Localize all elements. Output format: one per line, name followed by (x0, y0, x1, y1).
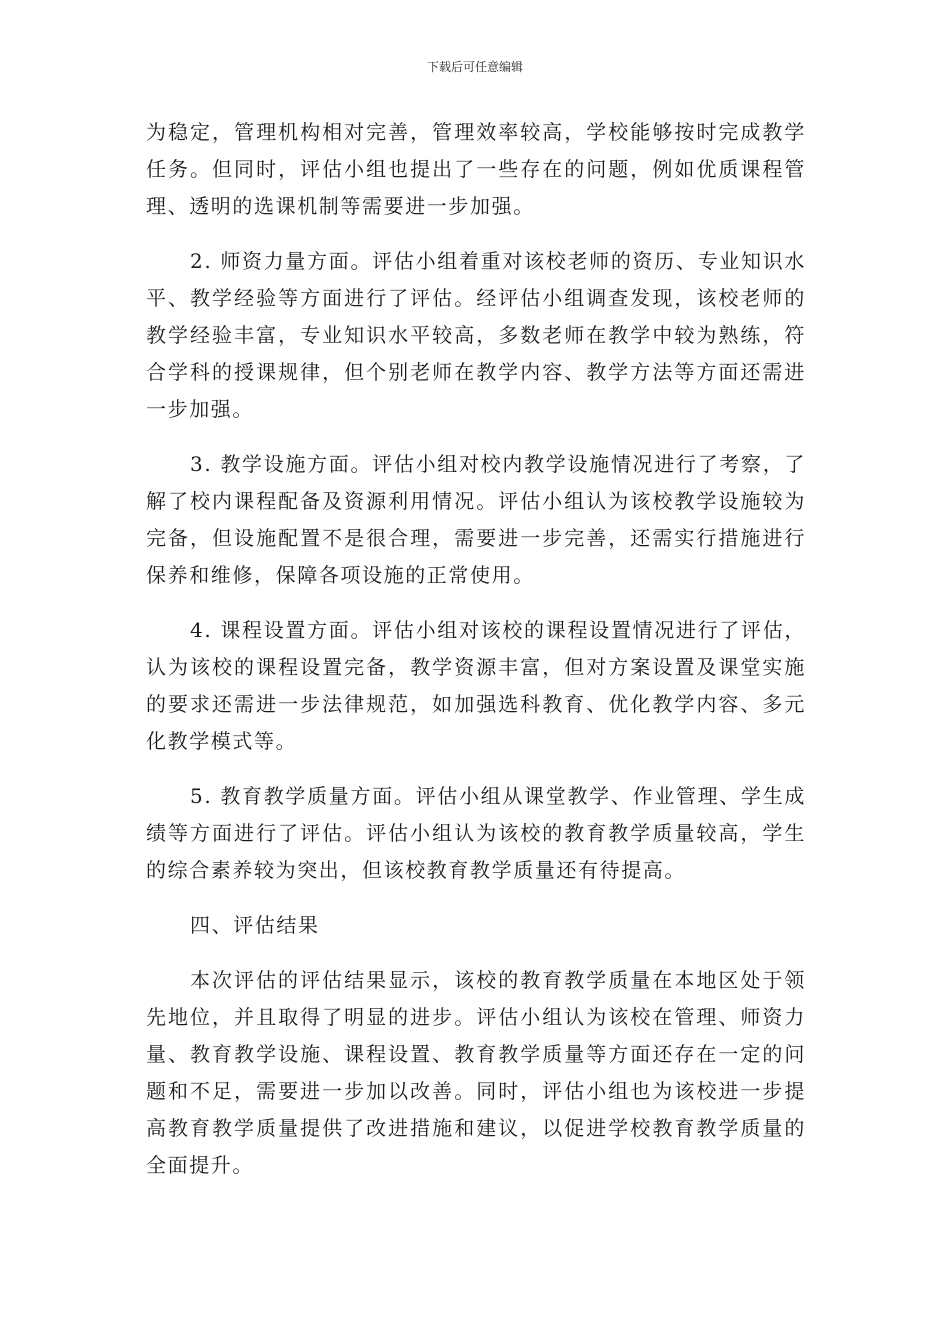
paragraph-teaching-facilities: 3. 教学设施方面。评估小组对校内教学设施情况进行了考察，了解了校内课程配备及资源利用情况。评估小组认为该校教学设施较为完备，但设施配置不是很合理，需要进一步完善，还需实行措施进行保养和维修，保障各项设施的正常使用。 (146, 452, 806, 587)
page-header: 下载后可任意编辑 (426, 60, 523, 74)
document-body (146, 114, 806, 1184)
paragraph-continuation: 为稳定，管理机构相对完善，管理效率较高，学校能够按时完成教学任务。但同时，评估小组也提出了一些存在的问题，例如优质课程管理、透明的选课机制等需要进一步加强。 (146, 120, 806, 218)
section-heading-results: 四、评估结果 (190, 913, 320, 937)
paragraph-teaching-staff: 2. 师资力量方面。评估小组着重对该校老师的资历、专业知识水平、教学经验等方面进行了评估。经评估小组调查发现，该校老师的教学经验丰富，专业知识水平较高，多数老师在教学中较为熟练，符合学科的授课规律，但个别老师在教学内容、教学方法等方面还需进一步加强。 (146, 249, 806, 421)
paragraph-results: 本次评估的评估结果显示，该校的教育教学质量在本地区处于领先地位，并且取得了明显的进步。评估小组认为该校在管理、师资力量、教育教学设施、课程设置、教育教学质量等方面还存在一定的问题和不足，需要进一步加以改善。同时，评估小组也为该校进一步提高教育教学质量提供了改进措施和建议，以促进学校教育教学质量的全面提升。 (146, 968, 806, 1177)
paragraph-curriculum: 4. 课程设置方面。评估小组对该校的课程设置情况进行了评估，认为该校的课程设置完备，教学资源丰富，但对方案设置及课堂实施的要求还需进一步法律规范，如加强选科教育、优化教学内容、多元化教学模式等。 (146, 618, 806, 753)
paragraph-teaching-quality: 5. 教育教学质量方面。评估小组从课堂教学、作业管理、学生成绩等方面进行了评估。评估小组认为该校的教育教学质量较高，学生的综合素养较为突出，但该校教育教学质量还有待提高。 (146, 784, 806, 882)
